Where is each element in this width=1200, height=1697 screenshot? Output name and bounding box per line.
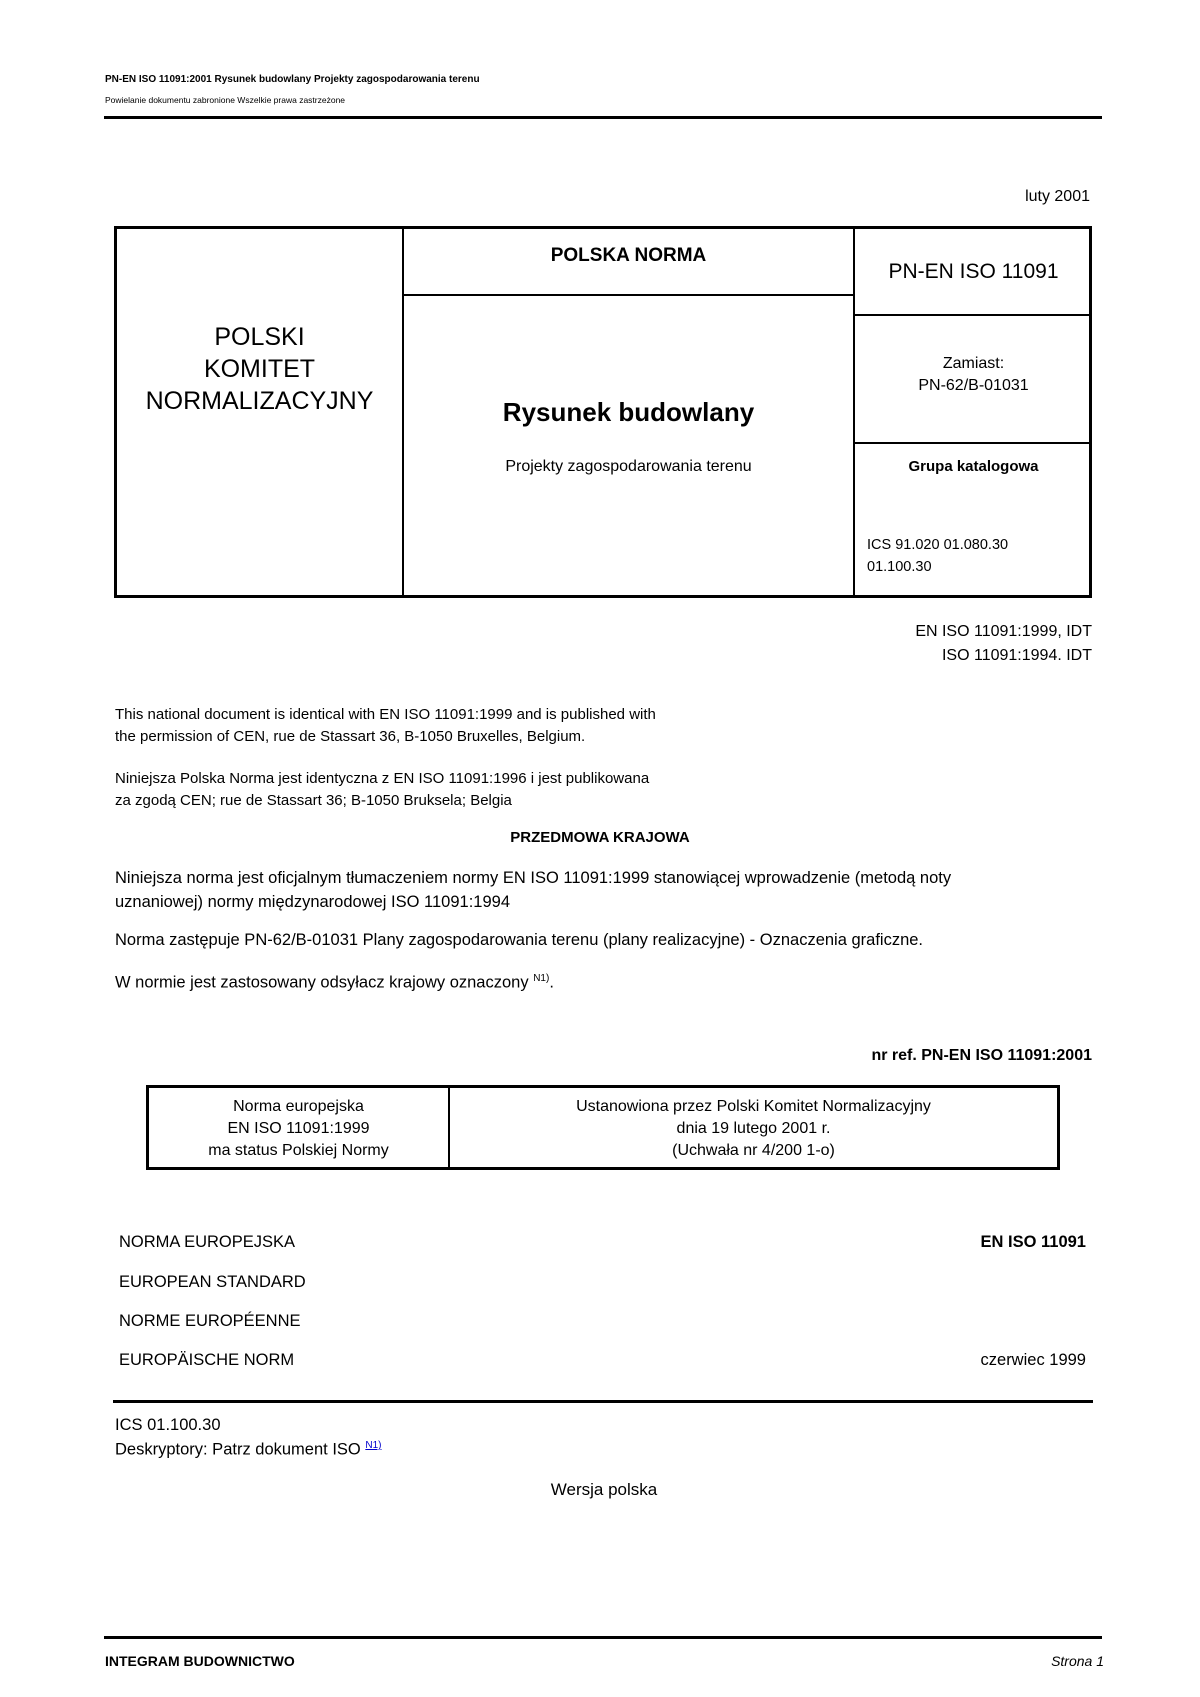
norm-label: POLSKA NORMA bbox=[550, 245, 707, 266]
notice-line: This national document is identical with EN ISO 11091:1999 and is published with bbox=[115, 706, 656, 723]
descriptors bbox=[115, 1440, 381, 1460]
identity-line: ISO 11091:1994. IDT bbox=[941, 647, 1092, 664]
standard-rule bbox=[113, 1400, 1093, 1403]
identity-block bbox=[915, 620, 1092, 668]
table-cell-line: Ustanowiona przez Polski Komitet Normalizacyjny bbox=[576, 1098, 931, 1115]
replaces-block bbox=[855, 353, 1092, 397]
status-table bbox=[146, 1085, 1060, 1170]
table-cell-line: EN ISO 11091:1999 bbox=[227, 1120, 370, 1137]
paragraph-end: . bbox=[549, 973, 554, 992]
page-header-copyright: Powielanie dokumentu zabronione Wszelkie prawa zastrzeżone bbox=[105, 95, 346, 105]
page-number: Strona 1 bbox=[1051, 1653, 1104, 1669]
divider bbox=[855, 314, 1092, 316]
standard-name-en: EUROPEAN STANDARD bbox=[119, 1273, 306, 1291]
paragraph-line: Niniejsza norma jest oficjalnym tłumaczeniem normy EN ISO 11091:1999 stanowiącej wprowadzenie (metodą noty bbox=[115, 869, 952, 887]
replaces-label: Zamiast: bbox=[942, 355, 1005, 372]
foreword-paragraph-2: Norma zastępuje PN-62/B-01031 Plany zagospodarowania terenu (plany realizacyjne) - Oznaczenia graficzne. bbox=[115, 931, 924, 949]
table-cell-line: Norma europejska bbox=[233, 1098, 364, 1115]
document-title: Rysunek budowlany bbox=[502, 397, 755, 427]
standard-number: EN ISO 11091 bbox=[980, 1233, 1086, 1251]
standard-name-de: EUROPÄISCHE NORM bbox=[119, 1351, 295, 1369]
foreword-title: PRZEDMOWA KRAJOWA bbox=[510, 829, 690, 846]
polish-notice bbox=[115, 768, 649, 812]
notice-line: the permission of CEN, rue de Stassart 36, B-1050 Bruxelles, Belgium. bbox=[115, 728, 586, 745]
standard-name-fr: NORME EUROPÉENNE bbox=[119, 1312, 301, 1330]
norm-number: PN-EN ISO 11091 bbox=[888, 260, 1059, 283]
table-cell-line: (Uchwała nr 4/200 1-o) bbox=[672, 1142, 835, 1159]
english-notice bbox=[115, 704, 656, 748]
footer-publisher: INTEGRAM BUDOWNICTWO bbox=[105, 1653, 295, 1669]
paragraph-line: uznaniowej) normy międzynarodowej ISO 11091:1994 bbox=[115, 893, 511, 911]
document-subtitle: Projekty zagospodarowania terenu bbox=[505, 458, 752, 475]
divider bbox=[855, 442, 1092, 444]
status-table-right bbox=[450, 1096, 1057, 1162]
reference-number: nr ref. PN-EN ISO 11091:2001 bbox=[871, 1047, 1092, 1064]
standard-name-pl: NORMA EUROPEJSKA bbox=[119, 1233, 296, 1251]
committee-line: KOMITET bbox=[203, 355, 316, 383]
page-header-title: PN-EN ISO 11091:2001 Rysunek budowlany Projekty zagospodarowania terenu bbox=[105, 74, 480, 85]
publication-date: luty 2001 bbox=[1025, 188, 1090, 205]
national-footnote-mark: N1) bbox=[533, 973, 550, 984]
ics-codes bbox=[867, 534, 1008, 578]
ics-line: ICS 91.020 01.080.30 bbox=[867, 537, 1009, 553]
table-cell-line: dnia 19 lutego 2001 r. bbox=[676, 1120, 831, 1137]
title-box bbox=[114, 226, 1092, 598]
committee-line: POLSKI bbox=[214, 323, 305, 351]
footnote-link[interactable]: N1) bbox=[365, 1440, 382, 1451]
status-table-left bbox=[149, 1096, 448, 1162]
paragraph-text: W normie jest zastosowany odsyłacz krajowy oznaczony bbox=[115, 973, 529, 992]
replaces-value: PN-62/B-01031 bbox=[918, 377, 1029, 394]
footer-rule bbox=[104, 1636, 1102, 1639]
divider bbox=[404, 294, 853, 296]
notice-line: za zgodą CEN; rue de Stassart 36; B-1050 Bruksela; Belgia bbox=[115, 792, 512, 809]
table-cell-line: ma status Polskiej Normy bbox=[208, 1142, 389, 1159]
ics-line: 01.100.30 bbox=[867, 559, 932, 575]
descriptors-text: Deskryptory: Patrz dokument ISO bbox=[115, 1440, 361, 1459]
catalog-group-label: Grupa katalogowa bbox=[908, 458, 1039, 475]
committee-name bbox=[117, 321, 402, 417]
ics-code: ICS 01.100.30 bbox=[115, 1416, 221, 1434]
version-label: Wersja polska bbox=[550, 1480, 658, 1499]
header-rule bbox=[104, 116, 1102, 119]
foreword-paragraph-3 bbox=[115, 967, 554, 995]
foreword-paragraph-1 bbox=[115, 866, 951, 914]
committee-line: NORMALIZACYJNY bbox=[145, 387, 374, 415]
notice-line: Niniejsza Polska Norma jest identyczna z EN ISO 11091:1996 i jest publikowana bbox=[115, 770, 650, 787]
identity-line: EN ISO 11091:1999, IDT bbox=[915, 623, 1092, 640]
standard-date: czerwiec 1999 bbox=[980, 1351, 1086, 1369]
